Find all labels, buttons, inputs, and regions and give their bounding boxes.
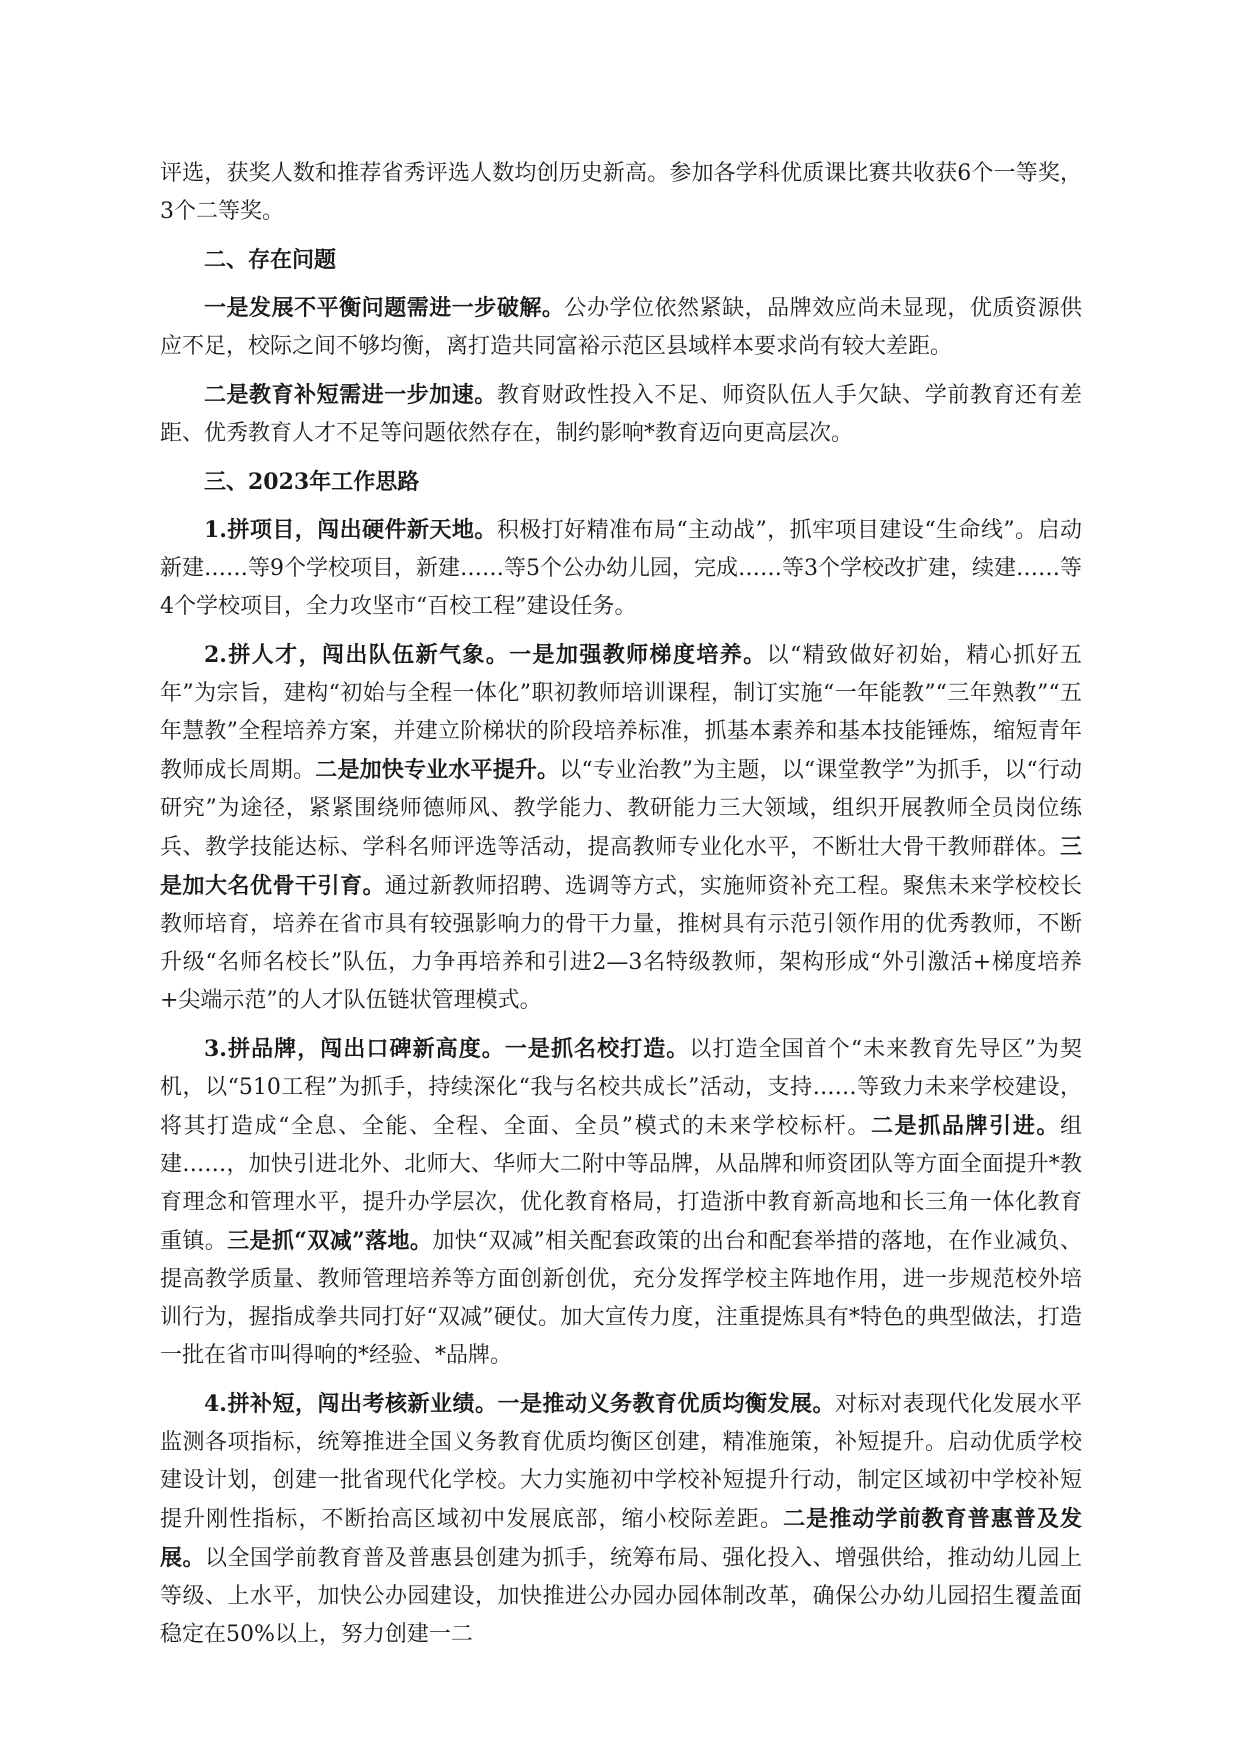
text-run: 教育财政性投入不足、师资队伍人手欠缺、学前教育还有差距、优秀教育人才不足等问题依然存在，制约影响*教育迈向更高层次。 (160, 383, 1082, 446)
text-run: 通过新教师招聘、选调等方式，实施师资补充工程。聚焦未来学校校长教师培育，培养在省市具有较强影响力的骨干力量，推树具有示范引领作用的优秀教师，不断升级“名师名校长”队伍，力争再培养和引进2—3名特级教师，架构形成“外引激活+梯度培养+尖端示范”的人才队伍链状管理模式。 (160, 874, 1082, 1013)
bold-text-run: 二是抓品牌引进。 (870, 1113, 1060, 1139)
bold-text-run: 三是抓“双减”落地。 (227, 1228, 433, 1254)
text-run: 积极打好精准布局“主动战”，抓牢项目建设“生命线”。启动新建……等9个学校项目，新建……等5个公办幼儿园，完成……等3个学校改扩建，续建……等4个学校项目，全力攻坚市“百校工程”建设任务。 (160, 518, 1082, 619)
document-page (160, 155, 1082, 1664)
bold-text-run: 3.拼品牌，闯出口碑新高度。一是抓名校打造。 (204, 1036, 690, 1062)
text-run: 以全国学前教育普及普惠县创建为抓手，统筹布局、强化投入、增强供给，推动幼儿园上等级、上水平，加快公办园建设，加快推进公办园办园体制改革，确保公办幼儿园招生覆盖面稳定在50%以上，努力创建一二 (160, 1546, 1082, 1647)
body-paragraph (160, 636, 1082, 1020)
section-heading (160, 241, 1082, 279)
bold-text-run: 二、存在问题 (204, 247, 337, 273)
bold-text-run: 二是教育补短需进一步加速。 (204, 382, 497, 408)
text-run: 对标对表现代化发展水平监测各项指标，统筹推进全国义务教育优质均衡区创建，精准施策，补短提升。启动优质学校建设计划，创建一批省现代化学校。大力实施初中学校补短提升行动，制定区域初中学校补短提升刚性指标，不断抬高区域初中发展底部，缩小校际差距。 (160, 1392, 1082, 1532)
text-run: 以打造全国首个“未来教育先导区”为契机，以“510工程”为抓手，持续深化“我与名校共成长”活动，支持……等致力未来学校建设，将其打造成“全息、全能、全程、全面、全员”模式的未来学校标杆。 (160, 1037, 1083, 1139)
text-run: 组建……，加快引进北外、北师大、华师大二附中等品牌，从品牌和师资团队等方面全面提升*教育理念和管理水平，提升办学层次，优化教育格局，打造浙中教育新高地和长三角一体化教育重镇。 (160, 1114, 1082, 1254)
text-run: 公办学位依然紧缺，品牌效应尚未显现，优质资源供应不足，校际之间不够均衡，离打造共同富裕示范区县域样本要求尚有较大差距。 (160, 296, 1082, 359)
bold-text-run: 一是发展不平衡问题需进一步破解。 (204, 295, 565, 321)
text-run: 以“精致做好初始，精心抓好五年”为宗旨，建构“初始与全程一体化”职初教师培训课程，制订实施“一年能教”“三年熟教”“五年慧教”全程培养方案，并建立阶梯状的阶段培养标准，抓基本素养和基本技能锤炼，缩短青年教师成长周期。 (160, 643, 1083, 783)
body-paragraph (160, 1385, 1082, 1654)
text-run: 以“专业治教”为主题，以“课堂教学”为抓手，以“行动研究”为途径，紧紧围绕师德师风、教学能力、教研能力三大领域，组织开展教师全员岗位练兵、教学技能达标、学科名师评选等活动，提高教师专业化水平，不断壮大骨干教师群体。 (160, 758, 1082, 860)
bold-text-run: 4.拼补短，闯出考核新业绩。一是推动义务教育优质均衡发展。 (204, 1391, 835, 1417)
body-paragraph (160, 376, 1082, 453)
section-heading (160, 463, 1082, 501)
text-run: 加快“双减”相关配套政策的出台和配套举措的落地，在作业减负、提高教学质量、教师管理培养等方面创新创优，充分发挥学校主阵地作用，进一步规范校外培训行为，握指成拳共同打好“双减”硬仗。加大宣传力度，注重提炼具有*特色的典型做法，打造一批在省市叫得响的*经验、*品牌。 (160, 1229, 1082, 1368)
bold-text-run: 1.拼项目，闯出硬件新天地。 (204, 517, 497, 543)
bold-text-run: 2.拼人才，闯出队伍新气象。一是加强教师梯度培养。 (204, 642, 767, 668)
bold-text-run: 二是加快专业水平提升。 (315, 757, 560, 783)
body-paragraph (160, 155, 1082, 231)
body-paragraph (160, 511, 1082, 626)
bold-text-run: 三、2023年工作思路 (204, 469, 420, 495)
body-paragraph (160, 1030, 1082, 1375)
text-run: 评选，获奖人数和推荐省秀评选人数均创历史新高。参加各学科优质课比赛共收获6个一等奖，3个二等奖。 (160, 161, 1082, 224)
bold-text-run: 三是加大名优骨干引育。 (160, 834, 1082, 899)
bold-text-run: 二是推动学前教育普惠普及发展。 (160, 1506, 1082, 1571)
body-paragraph (160, 289, 1082, 366)
